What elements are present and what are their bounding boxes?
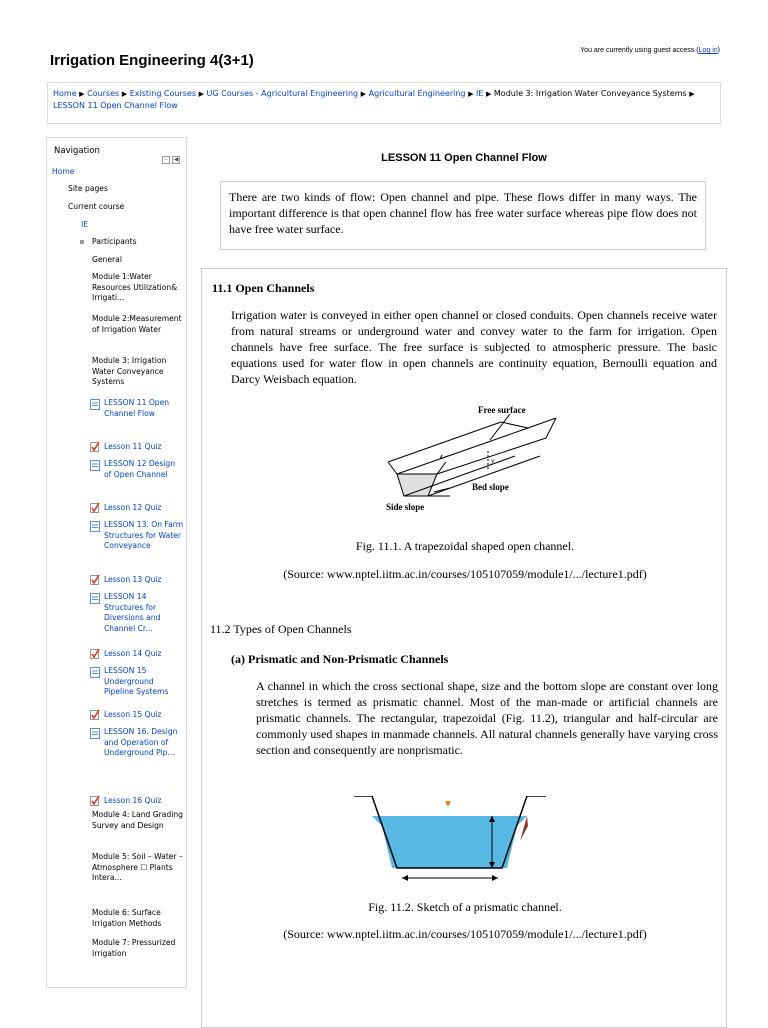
quiz-icon bbox=[90, 502, 100, 513]
nav-participants[interactable]: Participants bbox=[92, 237, 137, 246]
dock-icon[interactable]: ◀ bbox=[173, 156, 179, 163]
section-heading-2: 11.2 Types of Open Channels bbox=[210, 622, 352, 636]
nav-module-5[interactable]: Module 5: Soil – Water – Atmosphere ☐ Plants Intera... bbox=[92, 852, 183, 882]
login-link[interactable]: Log in bbox=[698, 47, 718, 54]
figure-caption: Fig. 11.1. A trapezoidal shaped open channel. bbox=[355, 539, 575, 553]
label-bed-slope: Bed slope bbox=[472, 482, 509, 492]
page-icon bbox=[90, 399, 100, 410]
breadcrumb-separator-icon: ▶ bbox=[468, 90, 474, 98]
quiz-icon bbox=[90, 574, 100, 585]
navigation-title: Navigation bbox=[54, 146, 100, 156]
content-section bbox=[201, 268, 727, 1028]
figure-trapezoidal-channel bbox=[370, 404, 560, 524]
quiz-icon bbox=[90, 441, 100, 452]
breadcrumb-separator-icon: ▶ bbox=[79, 90, 85, 98]
nav-lesson-12[interactable]: LESSON 12 Design of Open Channel bbox=[104, 459, 176, 479]
nav-current-course[interactable]: Current course bbox=[68, 202, 125, 211]
quiz-icon bbox=[90, 648, 100, 659]
collapse-icon[interactable]: – bbox=[162, 156, 170, 164]
nav-lesson-13[interactable]: LESSON 13. On Farm Structures for Water Conveyance bbox=[104, 520, 184, 550]
intro-text: There are two kinds of flow: Open channel and pipe. These flows differ in many ways. The important difference is that open channel flow has free water surface whereas pipe flow does not have free water surface. bbox=[220, 181, 706, 250]
breadcrumb-home[interactable]: Home bbox=[53, 89, 77, 98]
nav-lesson-15-quiz[interactable]: Lesson 15 Quiz bbox=[104, 710, 162, 719]
breadcrumb-ug-courses[interactable]: UG Courses - Agricultural Engineering bbox=[206, 89, 359, 98]
breadcrumb-agri-eng[interactable]: Agricultural Engineering bbox=[368, 89, 466, 98]
nav-course-ie[interactable]: IE bbox=[81, 220, 89, 229]
navigation-block bbox=[46, 137, 187, 988]
breadcrumb-separator-icon: ▶ bbox=[121, 90, 128, 98]
nav-lesson-15[interactable]: LESSON 15 Underground Pipeline Systems bbox=[104, 666, 169, 696]
nav-site-pages[interactable]: Site pages bbox=[68, 184, 108, 193]
page-title: LESSON 11 Open Channel Flow bbox=[381, 152, 547, 164]
site-title: Irrigation Engineering 4(3+1) bbox=[50, 52, 254, 69]
nav-lesson-16-quiz[interactable]: Lesson 16 Quiz bbox=[104, 796, 162, 805]
breadcrumb-separator-icon: ▶ bbox=[485, 90, 492, 98]
nav-lesson-14-quiz[interactable]: Lesson 14 Quiz bbox=[104, 649, 162, 658]
breadcrumb-existing-courses[interactable]: Existing Courses bbox=[129, 89, 197, 98]
breadcrumb-separator-icon: ▶ bbox=[360, 90, 367, 98]
quiz-icon bbox=[90, 709, 100, 720]
nav-module-4[interactable]: Module 4: Land Grading Survey and Design bbox=[92, 810, 183, 830]
login-info: You are currently using guest access (Log in) bbox=[580, 47, 720, 54]
bullet-icon bbox=[80, 240, 84, 244]
page-icon bbox=[90, 460, 100, 471]
section-paragraph: Irrigation water is conveyed in either open channel or closed conduits. Open channels receive water from natural streams or underground water and convey water to the farm for irrigation. Open channels have free surface. The free surface is subjected to atmospheric pressure. The basic equations used for water flow in open channels are continuity equation, Bernoulli equation and Darcy Weisbach equation. bbox=[231, 308, 717, 386]
nav-module-1[interactable]: Module 1:Water Resources Utilization& Irrigati... bbox=[92, 272, 178, 302]
breadcrumb-courses[interactable]: Courses bbox=[87, 89, 120, 98]
nav-home[interactable]: Home bbox=[52, 167, 75, 176]
subsection-paragraph: A channel in which the cross sectional shape, size and the bottom slope are constant over long stretches is termed as prismatic channel. Most of the man-made or artificial channels are prismatic channels. The rectangular, trapezoidal (Fig. 11.2), triangular and half-circular are commonly used shapes in manmade channels. All natural channels generally have varying cross section and consequently are nonprismatic. bbox=[256, 679, 718, 757]
subsection-heading: (a) Prismatic and Non-Prismatic Channels bbox=[231, 652, 449, 666]
nav-lesson-12-quiz[interactable]: Lesson 12 Quiz bbox=[104, 503, 162, 512]
quiz-icon bbox=[90, 795, 100, 806]
nav-module-3[interactable]: Module 3: Irrigation Water Conveyance Systems bbox=[92, 356, 167, 386]
breadcrumb-separator-icon: ▶ bbox=[689, 90, 695, 98]
label-side-slope: Side slope bbox=[386, 502, 425, 512]
page-icon bbox=[90, 521, 100, 532]
section-heading: 11.1 Open Channels bbox=[212, 281, 315, 295]
nav-module-7[interactable]: Module 7: Pressurized Irrigation bbox=[92, 938, 176, 958]
figure-source: (Source: www.nptel.iitm.ac.in/courses/105107059/module1/.../lecture1.pdf) bbox=[283, 567, 647, 581]
nav-lesson-13-quiz[interactable]: Lesson 13 Quiz bbox=[104, 575, 162, 584]
nav-module-2[interactable]: Module 2:Measurement of Irrigation Water bbox=[92, 314, 182, 334]
block-controls bbox=[160, 146, 180, 165]
label-depth: y bbox=[491, 457, 495, 465]
breadcrumb-separator-icon: ▶ bbox=[198, 90, 204, 98]
nav-general[interactable]: General bbox=[92, 255, 122, 264]
breadcrumb bbox=[47, 82, 721, 124]
nav-lesson-14[interactable]: LESSON 14 Structures for Diversions and Channel Cr... bbox=[104, 592, 161, 633]
breadcrumb-module: Module 3: Irrigation Water Conveyance Systems bbox=[493, 89, 687, 98]
nav-lesson-11-quiz[interactable]: Lesson 11 Quiz bbox=[104, 442, 162, 451]
figure-source-2: (Source: www.nptel.iitm.ac.in/courses/105107059/module1/.../lecture1.pdf) bbox=[283, 927, 647, 941]
page-icon bbox=[90, 728, 100, 739]
nav-lesson-16[interactable]: LESSON 16. Design and Operation of Underground Pip... bbox=[104, 727, 178, 757]
page-icon bbox=[90, 667, 100, 678]
nav-module-6[interactable]: Module 6: Surface Irrigation Methods bbox=[92, 908, 162, 928]
figure-caption-2: Fig. 11.2. Sketch of a prismatic channel. bbox=[368, 900, 562, 914]
page-icon bbox=[90, 593, 100, 604]
label-free-surface: Free surface bbox=[478, 405, 526, 415]
figure-prismatic-channel bbox=[354, 796, 546, 886]
nav-lesson-11[interactable]: LESSON 11 Open Channel Flow bbox=[104, 398, 170, 418]
breadcrumb-lesson[interactable]: LESSON 11 Open Channel Flow bbox=[53, 101, 178, 110]
breadcrumb-ie[interactable]: IE bbox=[476, 89, 484, 98]
